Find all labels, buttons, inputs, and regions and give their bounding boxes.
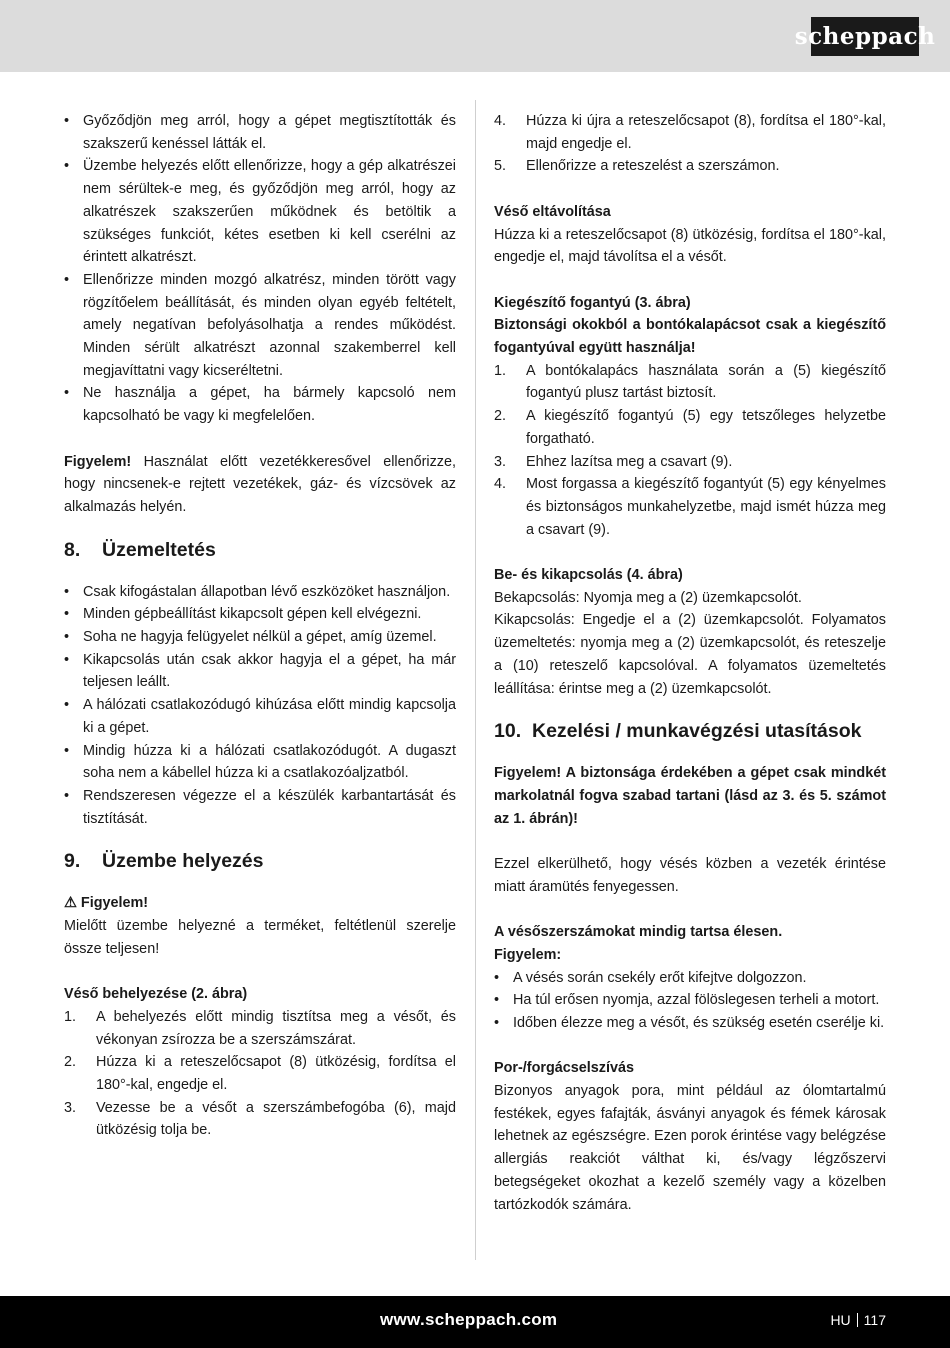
step-item: 5. Ellenőrizze a reteszelést a szerszámon. — [494, 158, 780, 175]
chisel-insert-steps-continued — [494, 110, 886, 178]
sharp-label: Figyelem: — [494, 946, 562, 963]
right-column — [494, 110, 886, 1216]
step-item: 2. Húzza ki a reteszelőcsapot (8) ütközésig, fordítsa el 180°-kal, engedje el. — [64, 1054, 456, 1093]
dust-heading: Por-/forgácselszívás — [494, 1060, 634, 1077]
section10-warning: Figyelem! A biztonsága érdekében a gépet csak mindkét markolatnál fogva szabad tartani (lásd az 3. és 5. számot az 1. ábrán)! — [494, 765, 886, 827]
chisel-insert-heading: Véső behelyezése (2. ábra) — [64, 986, 248, 1003]
sharp-heading: A vésőszerszámokat mindig tartsa élesen. — [494, 924, 783, 941]
safety-check-list — [64, 110, 456, 428]
caution-label: Figyelem! — [64, 453, 132, 470]
list-item: • Ne használja a gépet, ha bármely kapcsoló nem kapcsolható be vagy ki megfelelően. — [64, 382, 456, 427]
list-item: • Üzembe helyezés előtt ellenőrizze, hogy a gép alkatrészei nem sérültek-e meg, és győződjön meg arról, hogy az alkatrészek szakszerűen működnek és betöltik a szükséges funkciót, kétes esetben ki kell cserélni az érintett alkatrészt. — [64, 155, 456, 269]
section10-text: Ezzel elkerülhető, hogy vésés közben a vezeték érintése miatt áramütés fenyegessen. — [494, 856, 886, 895]
list-item: • Kikapcsolás után csak akkor hagyja el a gépet, ha már teljesen leállt. — [64, 649, 456, 694]
step-item: 3. Vezesse be a vésőt a szerszámbefogóba (6), majd ütközésig tolja be. — [64, 1099, 456, 1139]
step-item: 1. A behelyezés előtt mindig tisztítsa meg a vésőt, és vékonyan zsírozza be a szerszámszárat. — [64, 1008, 456, 1048]
list-item: • Mindig húzza ki a hálózati csatlakozódugót. A dugaszt soha nem a kábellel húzza ki a csatlakozóaljzatból. — [64, 740, 456, 785]
separator — [857, 1313, 858, 1327]
sharp-list — [494, 967, 886, 1035]
caution-text: Használat előtt vezetékkeresővel ellenőrizze, hogy nincsenek-e rejtett vezetékek, gáz- és vízcsövek az alkalmazás helyén. — [64, 453, 456, 515]
list-item: • Rendszeresen végezze el a készülék karbantartását és tisztítását. — [64, 785, 456, 830]
page-indicator — [830, 1312, 886, 1328]
caution-paragraph — [64, 451, 456, 519]
step-item: 3. Ehhez lazítsa meg a csavart (9). — [494, 453, 733, 470]
warning-label: ⚠ Figyelem! — [64, 895, 149, 912]
list-item: • Csak kifogástalan állapotban lévő eszközöket használjon. — [64, 581, 456, 604]
page-footer — [0, 1296, 950, 1348]
list-item: • Minden gépbeállítást kikapcsolt gépen kell elvégezni. — [64, 603, 456, 626]
chisel-remove-text: Húzza ki a reteszelőcsapot (8) ütközésig, fordítsa el 180°-kal, engedje el, majd távolítsa el a vésőt. — [494, 226, 886, 266]
section-heading-8: 8. Üzemeltetés — [64, 538, 216, 561]
page-header — [0, 0, 950, 72]
chisel-remove-heading: Véső eltávolítása — [494, 203, 611, 220]
step-item: 2. A kiegészítő fogantyú (5) egy tetszőleges helyzetbe forgatható. — [494, 408, 886, 447]
list-item: • A hálózati csatlakozódugó kihúzása előtt mindig kapcsolja ki a gépet. — [64, 694, 456, 739]
page-number: 117 — [863, 1312, 886, 1328]
list-item: • A vésés során csekély erőt kifejtve dolgozzon. — [494, 967, 886, 990]
list-item: • Soha ne hagyja felügyelet nélkül a gépet, amíg üzemel. — [64, 626, 456, 649]
switch-text-on: Bekapcsolás: Nyomja meg a (2) üzemkapcsolót. — [494, 589, 802, 606]
chisel-insert-steps — [64, 1006, 456, 1142]
scheppach-logo: scheppach — [811, 17, 919, 56]
language-code: HU — [830, 1312, 851, 1328]
list-item: • Győződjön meg arról, hogy a gépet megtisztították és szakszerű kenéssel látták el. — [64, 110, 456, 155]
handle-steps — [494, 360, 886, 542]
list-item: • Időben élezze meg a vésőt, és szükség esetén cserélje ki. — [494, 1012, 886, 1035]
column-divider — [475, 100, 476, 1260]
list-item: • Ellenőrizze minden mozgó alkatrész, minden törött vagy rögzítőelem beállítását, és minden olyan egyéb feltételt, amely negatívan befolyásolhatja a rendes működést. Minden sérült alkatrészt azonnal szakemberrel kell megjavíttatni vagy kicseréltetni. — [64, 269, 456, 383]
step-item: 4. Húzza ki újra a reteszelőcsapot (8), fordítsa el 180°-kal, majd engedje el. — [494, 113, 886, 152]
left-column — [64, 110, 456, 1142]
section-heading-9: 9. Üzembe helyezés — [64, 850, 264, 873]
dust-text: Bizonyos anyagok pora, mint például az ólomtartalmú festékek, egyes fafajták, ásványi anyagok és fémek károsak lehetnek az egészségre. Ezen porok érintése vagy belégzése allergiás reakciót válthat ki, és/vagy légzőszervi betegségeket okozhat a kezelő személy vagy a közelben tartózkodók számára. — [494, 1083, 886, 1213]
operation-list — [64, 581, 456, 831]
website-link[interactable]: www.scheppach.com — [380, 1310, 558, 1329]
list-item: • Ha túl erősen nyomja, azzal fölöslegesen terheli a motort. — [494, 989, 886, 1012]
step-item: 1. A bontókalapács használata során a (5) kiegészítő fogantyú plusz tartást biztosít. — [494, 362, 886, 402]
step-item: 4. Most forgassa a kiegészítő fogantyút (5) egy kényelmes és biztonságos munkahelyzetbe, majd ismét húzza meg a csavart (9). — [494, 476, 886, 538]
warning-text: Mielőtt üzembe helyezné a terméket, feltétlenül szerelje össze teljesen! — [64, 918, 456, 957]
switch-heading: Be- és kikapcsolás (4. ábra) — [494, 567, 683, 584]
section-heading-10: 10. Kezelési / munkavégzési utasítások — [494, 720, 862, 743]
handle-warning: Biztonsági okokból a bontókalapácsot csak a kiegészítő fogantyúval együtt használja! — [494, 317, 886, 356]
handle-heading: Kiegészítő fogantyú (3. ábra) — [494, 294, 691, 311]
switch-text-off: Kikapcsolás: Engedje el a (2) üzemkapcsolót. Folyamatos üzemeltetés: nyomja meg a (2) üzemkapcsolót, és reteszelje a (10) reteszelő kapcsolóval. A folyamatos üzemeltetés leállítása: érintse meg a (2) üzemkapcsolót. — [494, 612, 886, 697]
